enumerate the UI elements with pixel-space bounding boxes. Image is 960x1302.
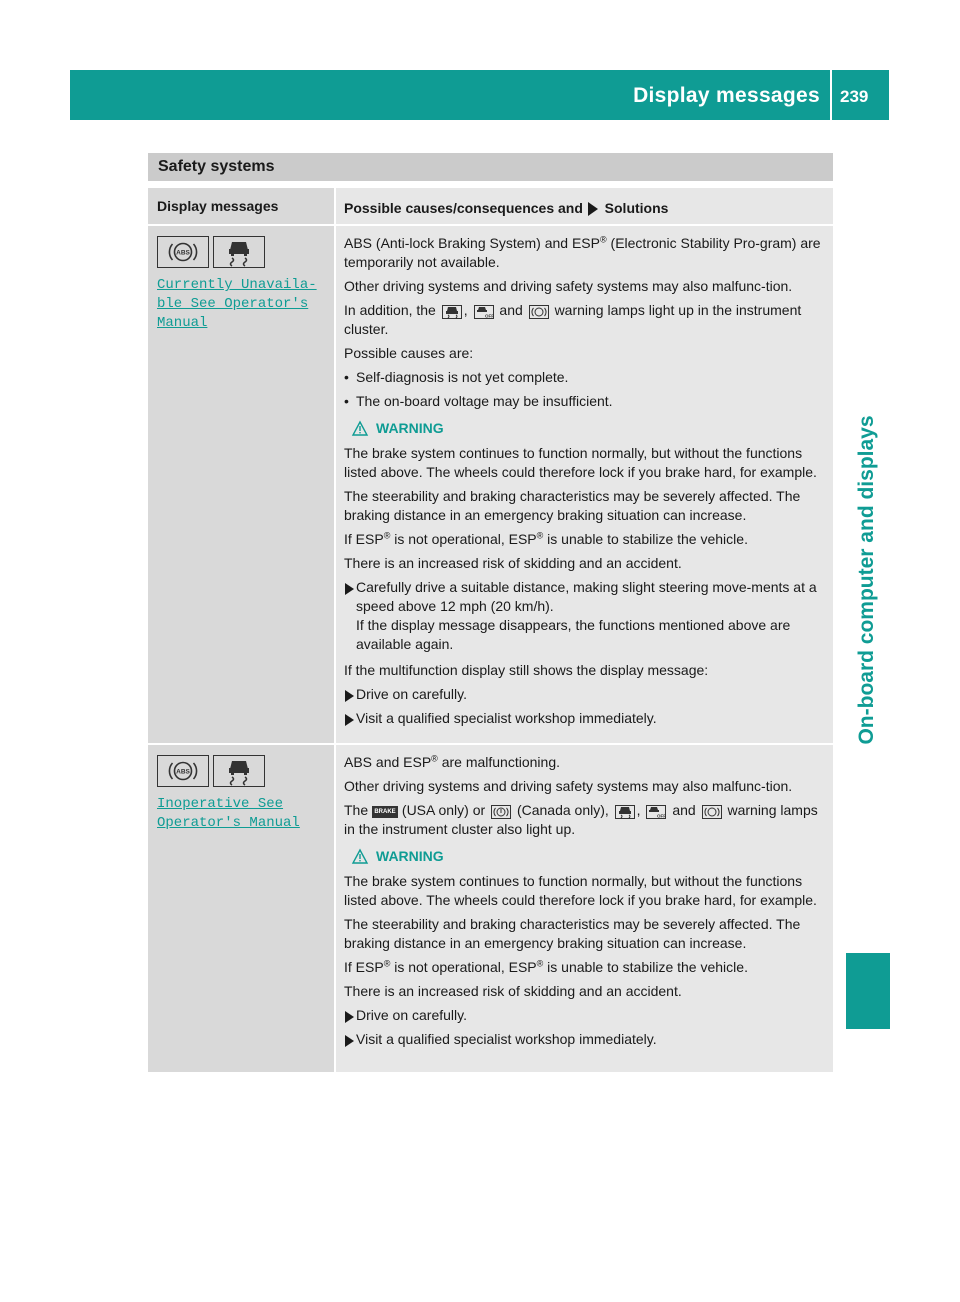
causes-cell: [336, 745, 833, 1072]
brake-warning-icon: BRAKE: [372, 806, 398, 818]
paragraph: The brake system continues to function normally, but without the functions listed above. The wheels could therefore lock if you brake hard, for example.: [344, 873, 817, 909]
abs-warning-icon: [702, 805, 722, 819]
text: ,: [636, 802, 641, 819]
text: and: [499, 302, 523, 319]
text: (USA only) or: [401, 802, 486, 819]
paragraph: Other driving systems and driving safety systems may also malfunc-tion.: [344, 278, 793, 295]
text: If the display message disappears, the functions mentioned above are available again.: [356, 617, 791, 653]
off-icon-text: OFF: [657, 813, 667, 819]
side-tab-label: On-board computer and displays: [855, 415, 878, 745]
col-header-causes: [336, 188, 833, 224]
text: is unable to stabilize the vehicle.: [543, 959, 748, 976]
abs-warning-icon: [157, 236, 209, 268]
paragraph: [344, 753, 829, 772]
step-item: [344, 685, 829, 704]
page-number: 239: [840, 87, 869, 106]
table-row: [148, 745, 833, 1072]
text: ABS and ESP: [344, 754, 432, 771]
bullet-icon: •: [344, 393, 349, 410]
paragraph: [344, 801, 829, 839]
text: is unable to stabilize the vehicle.: [543, 531, 748, 548]
text: warning lamps in the instrument cluster also light up.: [344, 802, 818, 838]
section-title: Safety systems: [158, 158, 275, 175]
text: In addition, the: [344, 302, 436, 319]
step-item: [344, 709, 829, 728]
message-icons: [157, 755, 325, 787]
message-cell: [148, 745, 334, 1072]
paragraph: The steerability and braking characteristics may be severely affected. The braking distance in an emergency braking situation can increase.: [344, 488, 801, 524]
step-arrow-icon: [345, 1011, 354, 1023]
warning-heading: [352, 848, 829, 864]
text: is not operational, ESP: [390, 531, 537, 548]
page-header-title: Display messages: [633, 84, 820, 107]
step-text: Drive on carefully.: [356, 686, 468, 703]
esp-skid-icon: [442, 305, 462, 319]
col-header-solutions-text: Solutions: [604, 200, 669, 216]
step-arrow-icon: [345, 690, 354, 702]
table-header-row: [148, 188, 833, 224]
causes-cell: [336, 226, 833, 743]
step-text: Drive on carefully.: [356, 1007, 468, 1024]
paragraph: The brake system continues to function normally, but without the functions listed above. The wheels could therefore lock if you brake hard, for example.: [344, 445, 817, 481]
col-header-causes-text: Possible causes/consequences and: [344, 200, 583, 216]
paragraph: [344, 958, 829, 977]
esp-skid-icon: [213, 755, 265, 787]
display-message-line: Operator's Manual: [157, 815, 300, 832]
text: The on-board voltage may be insufficient.: [356, 393, 613, 410]
paragraph: Other driving systems and driving safety systems may also malfunc-tion.: [344, 778, 793, 795]
side-tab-block: [846, 953, 890, 1029]
esp-skid-icon: [615, 805, 635, 819]
text: (Electronic Stability Pro-gram) are temporarily not available.: [344, 235, 821, 271]
registered-mark: ®: [431, 753, 438, 764]
text: are malfunctioning.: [437, 754, 560, 771]
abs-warning-icon: [157, 755, 209, 787]
step-item: [344, 1030, 829, 1049]
warning-triangle-icon: [352, 849, 368, 864]
step-arrow-icon: [345, 1035, 354, 1047]
display-message-line: Manual: [157, 315, 208, 332]
paragraph: [344, 301, 829, 339]
list-item: [344, 368, 829, 387]
warning-triangle-icon: [352, 421, 368, 436]
paragraph: There is an increased risk of skidding and an accident.: [344, 983, 682, 1000]
step-arrow-icon: [345, 714, 354, 726]
paragraph: There is an increased risk of skidding and an accident.: [344, 555, 682, 572]
esp-skid-icon: [213, 236, 265, 268]
header-divider: [830, 70, 832, 120]
text: Carefully drive a suitable distance, making slight steering move-ments at a speed above 12 mph (20 km/h).: [356, 579, 817, 615]
list-item: [344, 392, 829, 411]
paragraph: [344, 234, 829, 272]
message-icons: [157, 236, 325, 268]
text: If ESP: [344, 531, 384, 548]
text: (Canada only),: [516, 802, 609, 819]
esp-off-icon: [646, 805, 666, 819]
abs-icon-text: ABS: [176, 249, 190, 257]
abs-icon-text: ABS: [176, 768, 190, 776]
col-header-display-messages: Display messages: [148, 188, 334, 224]
message-cell: [148, 226, 334, 743]
display-message-line: Inoperative See: [157, 796, 284, 813]
registered-mark: ®: [536, 958, 544, 969]
registered-mark: ®: [383, 958, 391, 969]
display-message-line: ble See Operator's: [157, 296, 309, 313]
registered-mark: ®: [383, 530, 391, 541]
text: If ESP: [344, 959, 384, 976]
warning-label: WARNING: [376, 420, 444, 437]
paragraph: If the multifunction display still shows the display message:: [344, 662, 709, 679]
step-text: Visit a qualified specialist workshop immediately.: [356, 1031, 657, 1048]
text: Self-diagnosis is not yet complete.: [356, 369, 569, 386]
text: ,: [463, 302, 468, 319]
text: is not operational, ESP: [390, 959, 537, 976]
warning-heading: [352, 420, 829, 436]
bullet-icon: •: [344, 369, 349, 386]
display-messages-table: [148, 188, 833, 1072]
step-text: Visit a qualified specialist workshop immediately.: [356, 710, 657, 727]
display-message-line: Currently Unavaila‐: [157, 277, 317, 294]
step-item: [344, 578, 829, 654]
paragraph: The steerability and braking characteristics may be severely affected. The braking distance in an emergency braking situation can increase.: [344, 916, 801, 952]
brake-circle-icon: [491, 805, 511, 819]
esp-off-icon: [474, 305, 494, 319]
table-row: [148, 226, 833, 743]
registered-mark: ®: [536, 530, 544, 541]
text: The: [344, 802, 369, 819]
warning-label: WARNING: [376, 848, 444, 865]
text: and: [672, 802, 696, 819]
step-text: [356, 578, 829, 654]
step-arrow-icon: [345, 583, 354, 595]
arrow-right-icon: [588, 202, 598, 216]
step-item: [344, 1006, 829, 1025]
text: ABS (Anti-lock Braking System) and ESP: [344, 235, 600, 252]
registered-mark: ®: [600, 234, 607, 245]
text: warning lamps light up in the instrument cluster.: [344, 302, 802, 338]
off-icon-text: OFF: [484, 313, 494, 319]
paragraph: [344, 530, 829, 549]
paragraph: Possible causes are:: [344, 345, 474, 362]
abs-warning-icon: [529, 305, 549, 319]
